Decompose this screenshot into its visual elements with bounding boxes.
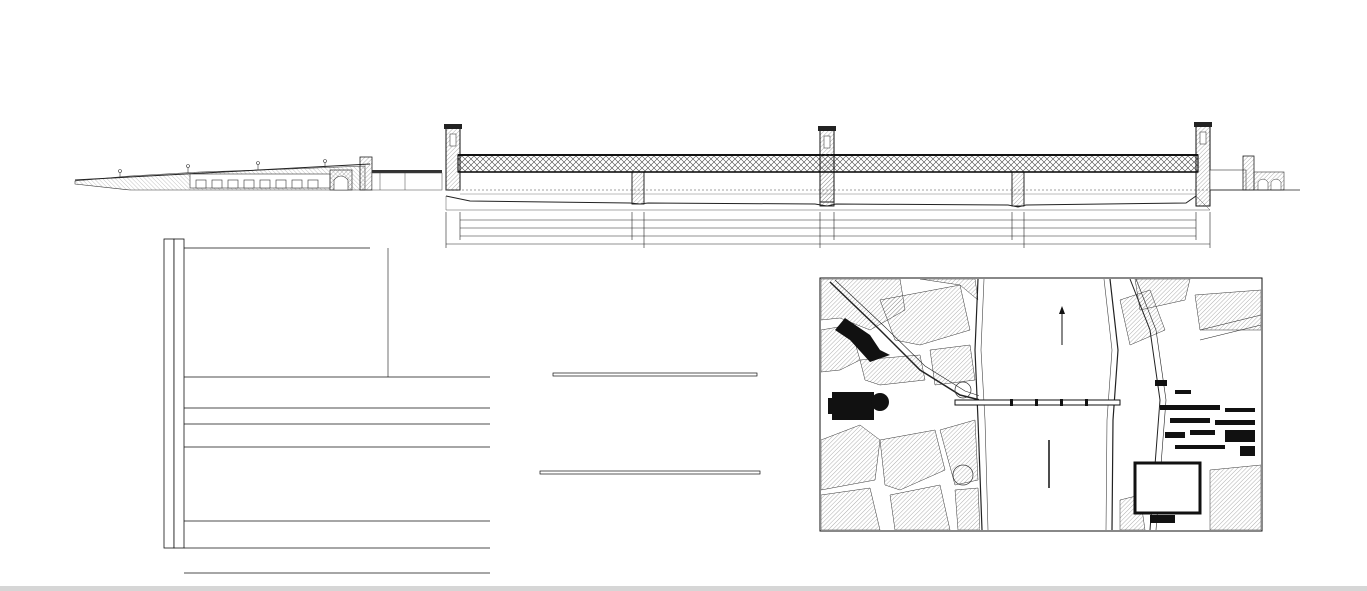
dimension-lines — [446, 212, 1210, 248]
right-approach — [1210, 156, 1300, 190]
bridge-piers — [632, 172, 1024, 206]
portal-tower-left — [444, 124, 462, 190]
page-bottom-edge — [0, 586, 1367, 591]
water-gauge — [164, 239, 490, 573]
scale-plan — [540, 471, 760, 474]
site-plan-map — [820, 278, 1262, 531]
left-approach — [75, 157, 442, 190]
scale-view — [553, 373, 757, 376]
portal-tower-right — [1194, 122, 1212, 206]
